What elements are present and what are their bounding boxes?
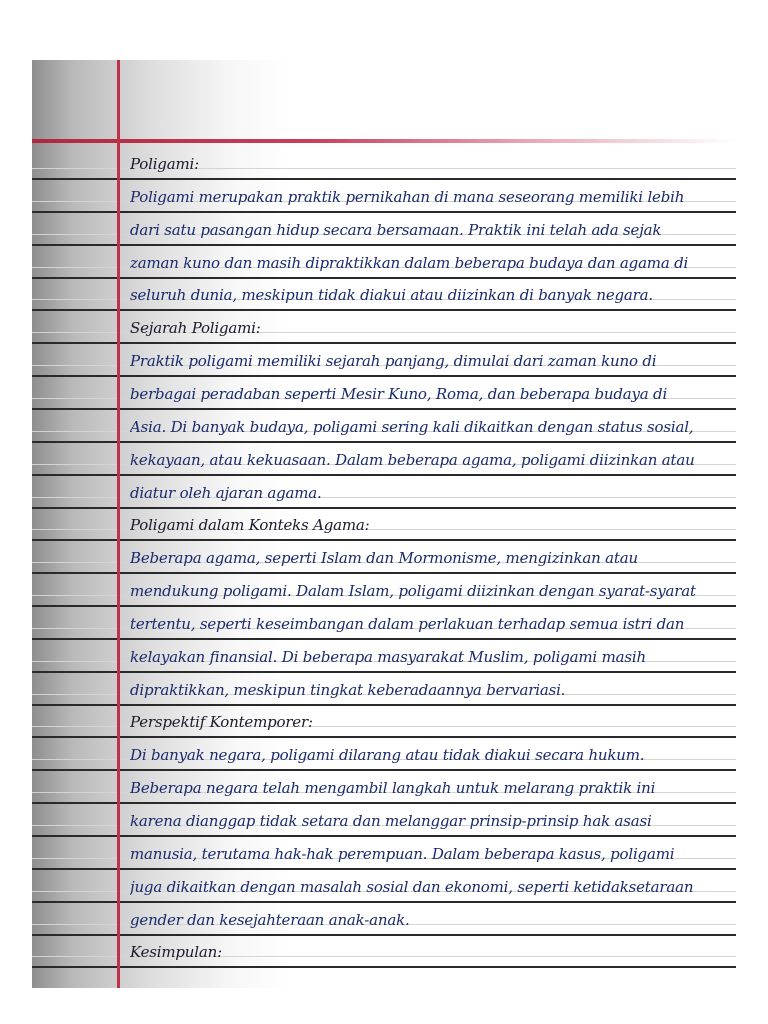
text-line: dari satu pasangan hidup secara bersamaan. Praktik ini telah ada sejak	[130, 220, 662, 239]
text-line: gender dan kesejahteraan anak-anak.	[130, 910, 410, 929]
section-heading: Perspektif Kontemporer:	[130, 713, 313, 732]
text-line: Poligami merupakan praktik pernikahan di mana seseorang memiliki lebih	[130, 187, 685, 206]
text-line: seluruh dunia, meskipun tidak diakui atau diizinkan di banyak negara.	[130, 286, 653, 305]
text-line: karena dianggap tidak setara dan melanggar prinsip-prinsip hak asasi	[130, 812, 652, 830]
text-line: Beberapa negara telah mengambil langkah untuk melarang praktik ini	[130, 779, 656, 798]
notebook-page	[32, 60, 736, 988]
text-line: Di banyak negara, poligami dilarang atau tidak diakui secara hukum.	[130, 746, 645, 765]
section-heading: Kesimpulan:	[130, 943, 222, 962]
section-heading: Poligami dalam Konteks Agama:	[130, 516, 370, 535]
section-heading: Sejarah Poligami:	[130, 319, 261, 338]
text-line: manusia, terutama hak-hak perempuan. Dalam beberapa kasus, poligami	[130, 844, 675, 863]
text-line: Praktik poligami memiliki sejarah panjang, dimulai dari zaman kuno di	[130, 352, 657, 371]
text-line: kekayaan, atau kekuasaan. Dalam beberapa agama, poligami diizinkan atau	[130, 450, 695, 469]
text-line: kelayakan finansial. Di beberapa masyarakat Muslim, poligami masih	[130, 647, 646, 666]
text-line: diatur oleh ajaran agama.	[130, 483, 322, 502]
text-line: Beberapa agama, seperti Islam dan Mormonisme, mengizinkan atau	[130, 549, 638, 568]
text-line: zaman kuno dan masih dipraktikkan dalam beberapa budaya dan agama di	[130, 253, 689, 272]
text-line: Asia. Di banyak budaya, poligami sering kali dikaitkan dengan status sosial,	[130, 417, 694, 436]
section-heading: Poligami:	[130, 155, 199, 173]
text-line: mendukung poligami. Dalam Islam, poligami diizinkan dengan syarat-syarat	[130, 582, 696, 601]
text-line: juga dikaitkan dengan masalah sosial dan ekonomi, seperti ketidaksetaraan	[130, 877, 694, 896]
top-red-rule	[32, 139, 736, 143]
text-line: berbagai peradaban seperti Mesir Kuno, Roma, dan beberapa budaya di	[130, 384, 668, 403]
text-line: dipraktikkan, meskipun tingkat keberadaannya bervariasi.	[130, 680, 566, 699]
margin-line	[117, 60, 120, 988]
text-line: tertentu, seperti keseimbangan dalam perlakuan terhadap semua istri dan	[130, 614, 685, 633]
